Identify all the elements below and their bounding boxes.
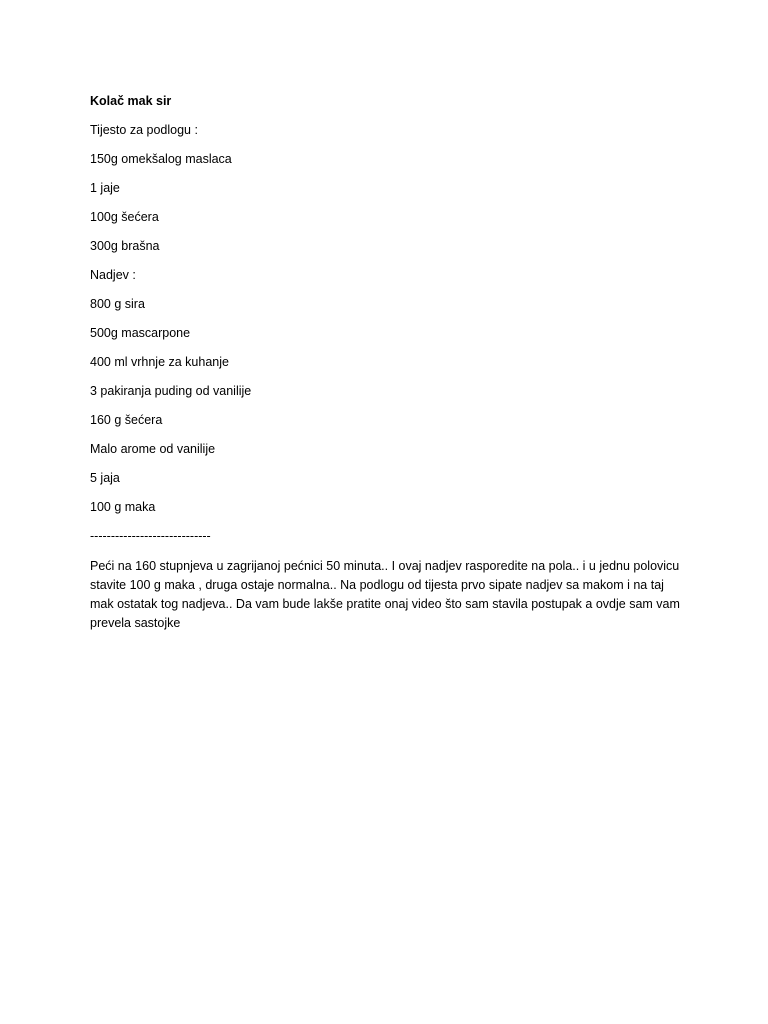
- recipe-title: Kolač mak sir: [90, 94, 172, 108]
- ingredient-line: 5 jaja: [90, 471, 120, 485]
- ingredient-line: 400 ml vrhnje za kuhanje: [90, 355, 229, 369]
- section-heading-dough: Tijesto za podlogu :: [90, 123, 198, 137]
- ingredient-line: 100 g maka: [90, 500, 156, 514]
- ingredient-line: 150g omekšalog maslaca: [90, 152, 232, 166]
- ingredient-line: 500g mascarpone: [90, 326, 191, 340]
- ingredient-line: Malo arome od vanilije: [90, 442, 216, 456]
- ingredient-line: 3 pakiranja puding od vanilije: [90, 384, 252, 398]
- separator-line: -----------------------------: [90, 529, 211, 543]
- ingredient-line: 160 g šećera: [90, 413, 163, 427]
- section-heading-filling: Nadjev :: [90, 268, 136, 282]
- ingredient-line: 300g brašna: [90, 239, 160, 253]
- document-body: [90, 93, 690, 633]
- ingredient-line: 1 jaje: [90, 181, 120, 195]
- ingredient-line: 100g šećera: [90, 210, 159, 224]
- instructions-paragraph: Peći na 160 stupnjeva u zagrijanoj pećnici 50 minuta.. I ovaj nadjev rasporedite na pola.. i u jednu polovicu stavite 100 g maka , druga ostaje normalna.. Na podlogu od tijesta prvo sipate nadjev sa makom i na taj mak ostatak tog nadjeva.. Da vam bude lakše pratite onaj video što sam stavila postupak a ovdje sam vam prevela sastojke: [90, 559, 680, 630]
- ingredient-line: 800 g sira: [90, 297, 145, 311]
